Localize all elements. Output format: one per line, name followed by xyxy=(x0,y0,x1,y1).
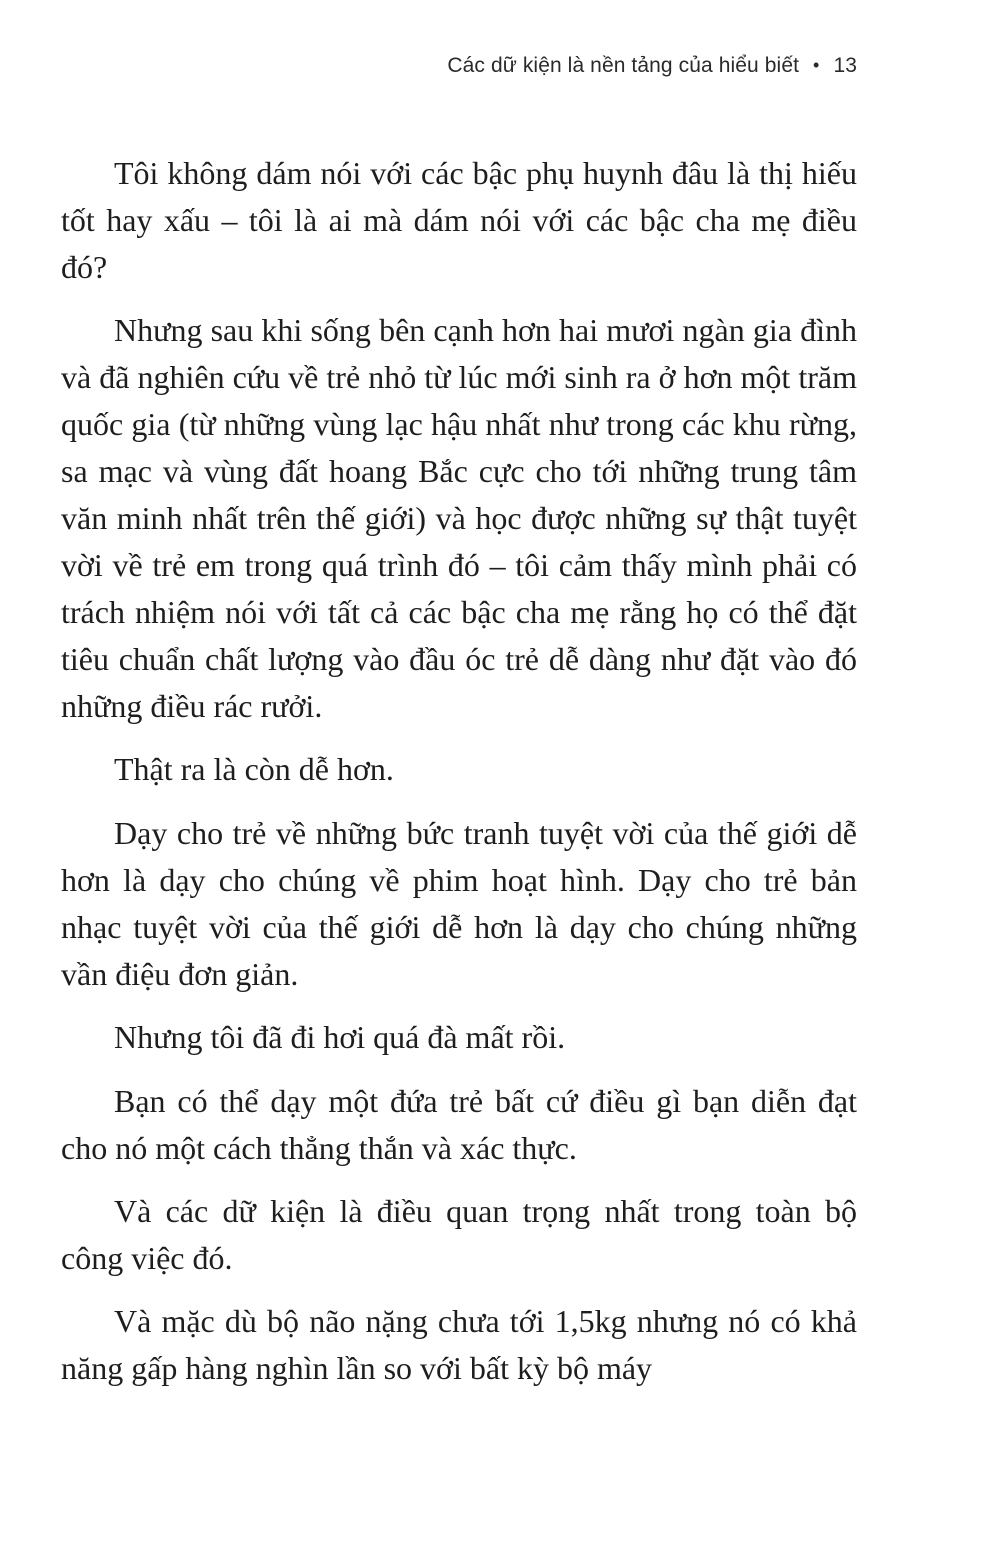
page-number: 13 xyxy=(833,54,857,77)
paragraph: Nhưng tôi đã đi hơi quá đà mất rồi. xyxy=(114,1019,566,1055)
paragraph: Và các dữ kiện là điều quan trọng nhất trong toàn bộ công việc đó. xyxy=(61,1193,857,1276)
paragraph: Nhưng sau khi sống bên cạnh hơn hai mươi ngàn gia đình và đã nghiên cứu về trẻ nhỏ từ lúc mới sinh ra ở hơn một trăm quốc gia (từ những vùng lạc hậu nhất như trong các khu rừng, sa mạc và vùng đất hoang Bắc cực cho tới những trung tâm văn minh nhất trên thế giới) và học được những sự thật tuyệt vời về trẻ em trong quá trình đó – tôi cảm thấy mình phải có trách nhiệm nói với tất cả các bậc cha mẹ rằng họ có thể đặt tiêu chuẩn chất lượng vào đầu óc trẻ dễ dàng như đặt vào đó những điều rác rưởi. xyxy=(61,312,857,724)
paragraph: Bạn có thể dạy một đứa trẻ bất cứ điều gì bạn diễn đạt cho nó một cách thẳng thắn và xác thực. xyxy=(61,1083,857,1166)
paragraph: Dạy cho trẻ về những bức tranh tuyệt vời của thế giới dễ hơn là dạy cho chúng về phim hoạt hình. Dạy cho trẻ bản nhạc tuyệt vời của thế giới dễ hơn là dạy cho chúng những vần điệu đơn giản. xyxy=(61,815,857,992)
running-header xyxy=(0,54,857,78)
paragraph: Và mặc dù bộ não nặng chưa tới 1,5kg nhưng nó có khả năng gấp hàng nghìn lần so với bất kỳ bộ máy xyxy=(61,1303,857,1386)
paragraph: Thật ra là còn dễ hơn. xyxy=(114,751,394,787)
body-text xyxy=(61,150,857,1408)
paragraph: Tôi không dám nói với các bậc phụ huynh đâu là thị hiếu tốt hay xấu – tôi là ai mà dám nói với các bậc cha mẹ điều đó? xyxy=(61,155,857,285)
header-bullet: • xyxy=(813,55,820,75)
running-title: Các dữ kiện là nền tảng của hiểu biết xyxy=(447,54,800,77)
